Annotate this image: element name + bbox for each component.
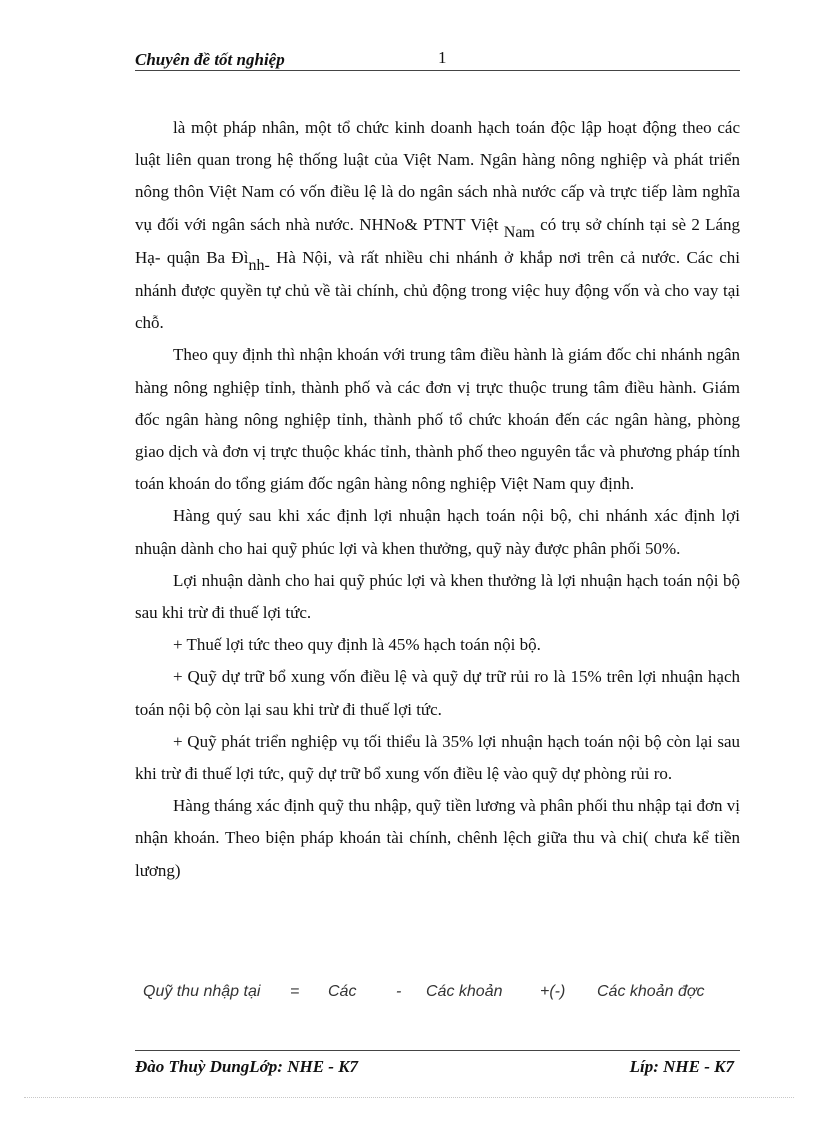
subscript-text: nh-	[248, 256, 270, 274]
document-title: Chuyên đề tốt nghiệp	[135, 50, 285, 69]
page-bottom-divider	[24, 1097, 794, 1098]
document-body	[135, 112, 740, 887]
paragraph-5: + Thuế lợi tức theo quy định là 45% hạch toán nội bộ.	[173, 635, 541, 655]
paragraph-3: Hàng quý sau khi xác định lợi nhuận hạch toán nội bộ, chi nhánh xác định lợi nhuận dành cho hai quỹ phúc lợi và khen thưởng, quỹ này được phân phối 50%.	[135, 506, 740, 558]
paragraph-1: là một pháp nhân, một tổ chức kinh doanh hạch toán độc lập hoạt động theo các luật liên quan trong hệ thống luật của Việt Nam. Ngân hàng nông nghiệp và phát triển nông thôn Việt Nam có vốn điều lệ là do ngân sách nhà nước cấp và trực tiếp làm nghĩa vụ đối với ngân sách nhà nước. NHNo& PTNT Việt Nam có trụ sở chính tại sè 2 Láng Hạ- quận Ba Đình- Hà Nội, và rất nhiều chi nhánh ở khắp nơi trên cả nước. Các chi nhánh được quyền tự chủ về tài chính, chủ động trong việc huy động vốn và cho vay tại chỗ.	[135, 118, 741, 333]
page-header	[135, 48, 740, 71]
formula-term-1: Quỹ thu nhập tại	[143, 983, 261, 1000]
page-number: 1	[438, 48, 447, 67]
page-footer	[135, 1050, 740, 1076]
formula-term-2: Các	[328, 983, 357, 1000]
formula-term-3: Các khoản	[426, 983, 503, 1000]
paragraph-7: + Quỹ phát triển nghiệp vụ tối thiểu là 35% lợi nhuận hạch toán nội bộ còn lại sau khi trừ đi thuế lợi tức, quỹ dự trữ bổ xung vốn điều lệ vào quỹ dự phòng rủi ro.	[135, 731, 740, 784]
formula-plus-minus: +(-)	[540, 983, 566, 1000]
paragraph-2: Theo quy định thì nhận khoán với trung tâm điều hành là giám đốc chi nhánh ngân hàng nông nghiệp tỉnh, thành phố và các đơn vị trực thuộc trung tâm điều hành. Giám đốc ngân hàng nông nghiệp tỉnh, thành phố tổ chức khoán đến các ngân hàng, phòng giao dịch và đơn vị trực thuộc khác tỉnh, thành phố theo nguyên tắc và phương pháp tính toán khoán do tổng giám đốc ngân hàng nông nghiệp Việt Nam quy định.	[135, 345, 740, 494]
formula-equals: =	[290, 983, 300, 1000]
footer-class: Líp: NHE - K7	[629, 1057, 734, 1076]
formula-line	[0, 983, 816, 1011]
formula-term-4: Các khoản đợc	[597, 983, 705, 1000]
paragraph-4: Lợi nhuận dành cho hai quỹ phúc lợi và khen thưởng là lợi nhuận hạch toán nội bộ sau khi trừ đi thuế lợi tức.	[135, 570, 740, 623]
paragraph-8: Hàng tháng xác định quỹ thu nhập, quỹ tiền lương và phân phối thu nhập tại đơn vị nhận khoán. Theo biện pháp khoán tài chính, chênh lệch giữa thu và chi( chưa kể tiền lương)	[135, 796, 740, 880]
paragraph-6: + Quỹ dự trữ bổ xung vốn điều lệ và quỹ dự trữ rủi ro là 15% trên lợi nhuận hạch toán nội bộ còn lại sau khi trừ đi thuế lợi tức.	[135, 667, 740, 719]
footer-author: Đào Thuỳ DungLớp: NHE - K7	[135, 1057, 359, 1076]
formula-minus: -	[396, 983, 402, 1000]
subscript-text: Nam	[503, 223, 535, 241]
